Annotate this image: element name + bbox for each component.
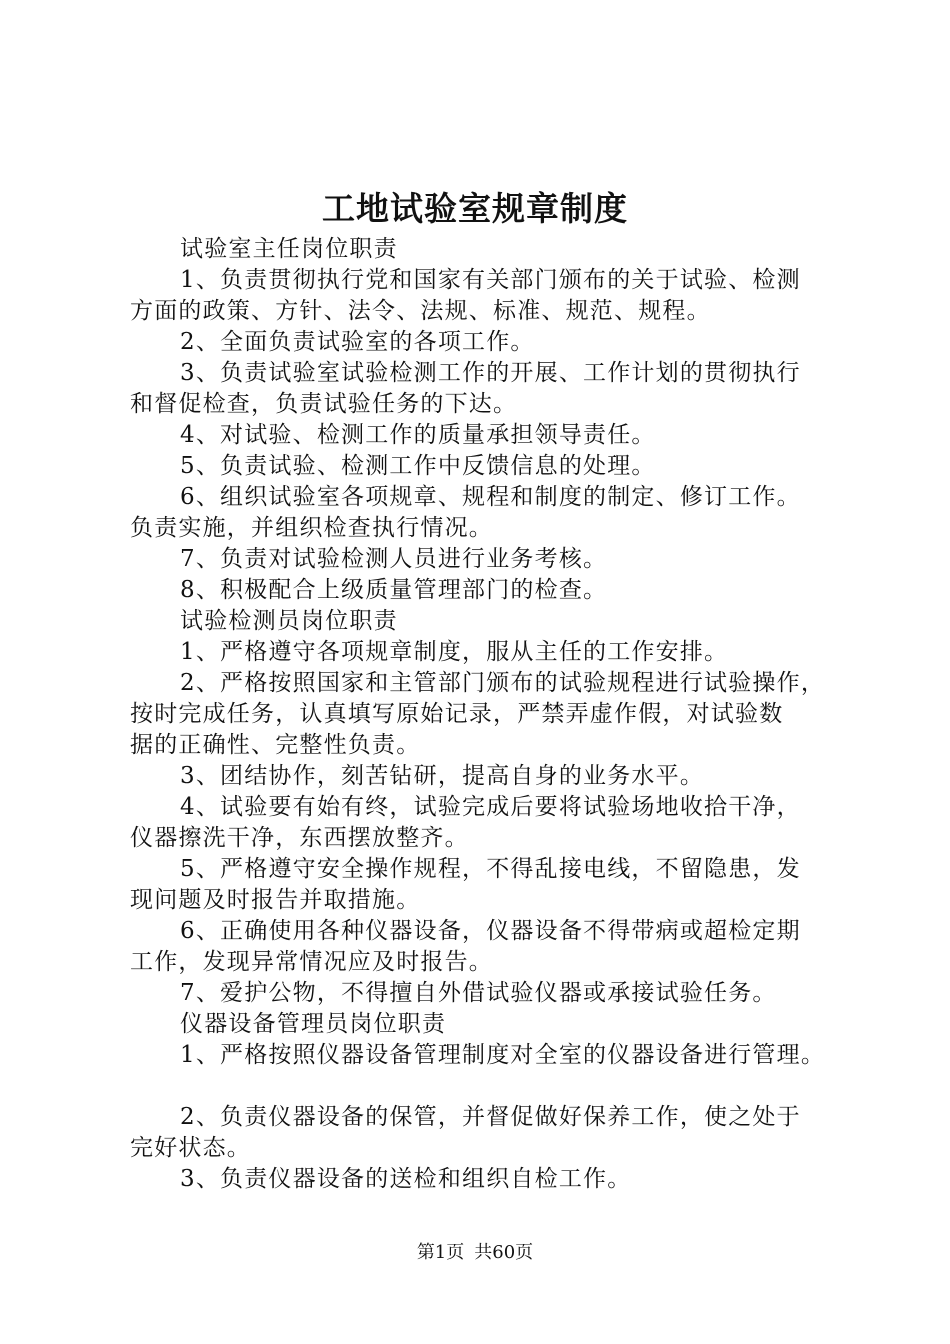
paragraph-line: 4、试验要有始有终，试验完成后要将试验场地收拾干净， [180, 794, 801, 820]
paragraph-line: 2、负责仪器设备的保管，并督促做好保养工作，使之处于 [180, 1104, 801, 1130]
paragraph-line: 2、全面负责试验室的各项工作。 [180, 329, 535, 355]
paragraph-line: 按时完成任务，认真填写原始记录，严禁弄虚作假，对试验数 [130, 701, 784, 727]
paragraph-line: 据的正确性、完整性负责。 [130, 732, 421, 758]
paragraph-line: 7、负责对试验检测人员进行业务考核。 [180, 546, 608, 572]
paragraph-line: 仪器擦洗干净，东西摆放整齐。 [130, 825, 469, 851]
paragraph-line: 6、组织试验室各项规章、规程和制度的制定、修订工作。 [180, 484, 801, 510]
page-total: 共60页 [474, 1242, 534, 1263]
blank-line [130, 1071, 850, 1102]
paragraph-line: 方面的政策、方针、法令、法规、标准、规范、规程。 [130, 298, 711, 324]
paragraph-line: 7、爱护公物，不得擅自外借试验仪器或承接试验任务。 [180, 980, 777, 1006]
paragraph-line: 3、团结协作，刻苦钻研，提高自身的业务水平。 [180, 763, 705, 789]
document-body [130, 234, 850, 1195]
paragraph-line: 5、负责试验、检测工作中反馈信息的处理。 [180, 453, 656, 479]
page-number: 第1页 [416, 1242, 465, 1263]
document-title: 工地试验室规章制度 [322, 189, 628, 228]
paragraph-line: 4、对试验、检测工作的质量承担领导责任。 [180, 422, 656, 448]
paragraph-line: 1、严格按照仪器设备管理制度对全室的仪器设备进行管理。 [180, 1042, 826, 1068]
paragraph-line: 完好状态。 [130, 1135, 251, 1161]
section-heading: 仪器设备管理员岗位职责 [180, 1011, 447, 1037]
paragraph-line: 8、积极配合上级质量管理部门的检查。 [180, 577, 608, 603]
paragraph-line: 2、严格按照国家和主管部门颁布的试验规程进行试验操作， [180, 670, 826, 696]
paragraph-line: 工作，发现异常情况应及时报告。 [130, 949, 493, 975]
paragraph-line: 5、严格遵守安全操作规程，不得乱接电线，不留隐患，发 [180, 856, 801, 882]
section-heading: 试验室主任岗位职责 [180, 236, 398, 262]
section-heading: 试验检测员岗位职责 [180, 608, 398, 634]
paragraph-line: 1、严格遵守各项规章制度，服从主任的工作安排。 [180, 639, 729, 665]
page-footer [0, 1240, 950, 1266]
paragraph-line: 3、负责试验室试验检测工作的开展、工作计划的贯彻执行 [180, 360, 801, 386]
paragraph-line: 1、负责贯彻执行党和国家有关部门颁布的关于试验、检测 [180, 267, 801, 293]
paragraph-line: 负责实施，并组织检查执行情况。 [130, 515, 493, 541]
paragraph-line: 6、正确使用各种仪器设备，仪器设备不得带病或超检定期 [180, 918, 801, 944]
paragraph-line: 3、负责仪器设备的送检和组织自检工作。 [180, 1166, 632, 1192]
paragraph-line: 和督促检查，负责试验任务的下达。 [130, 391, 518, 417]
paragraph-line: 现问题及时报告并取措施。 [130, 887, 421, 913]
